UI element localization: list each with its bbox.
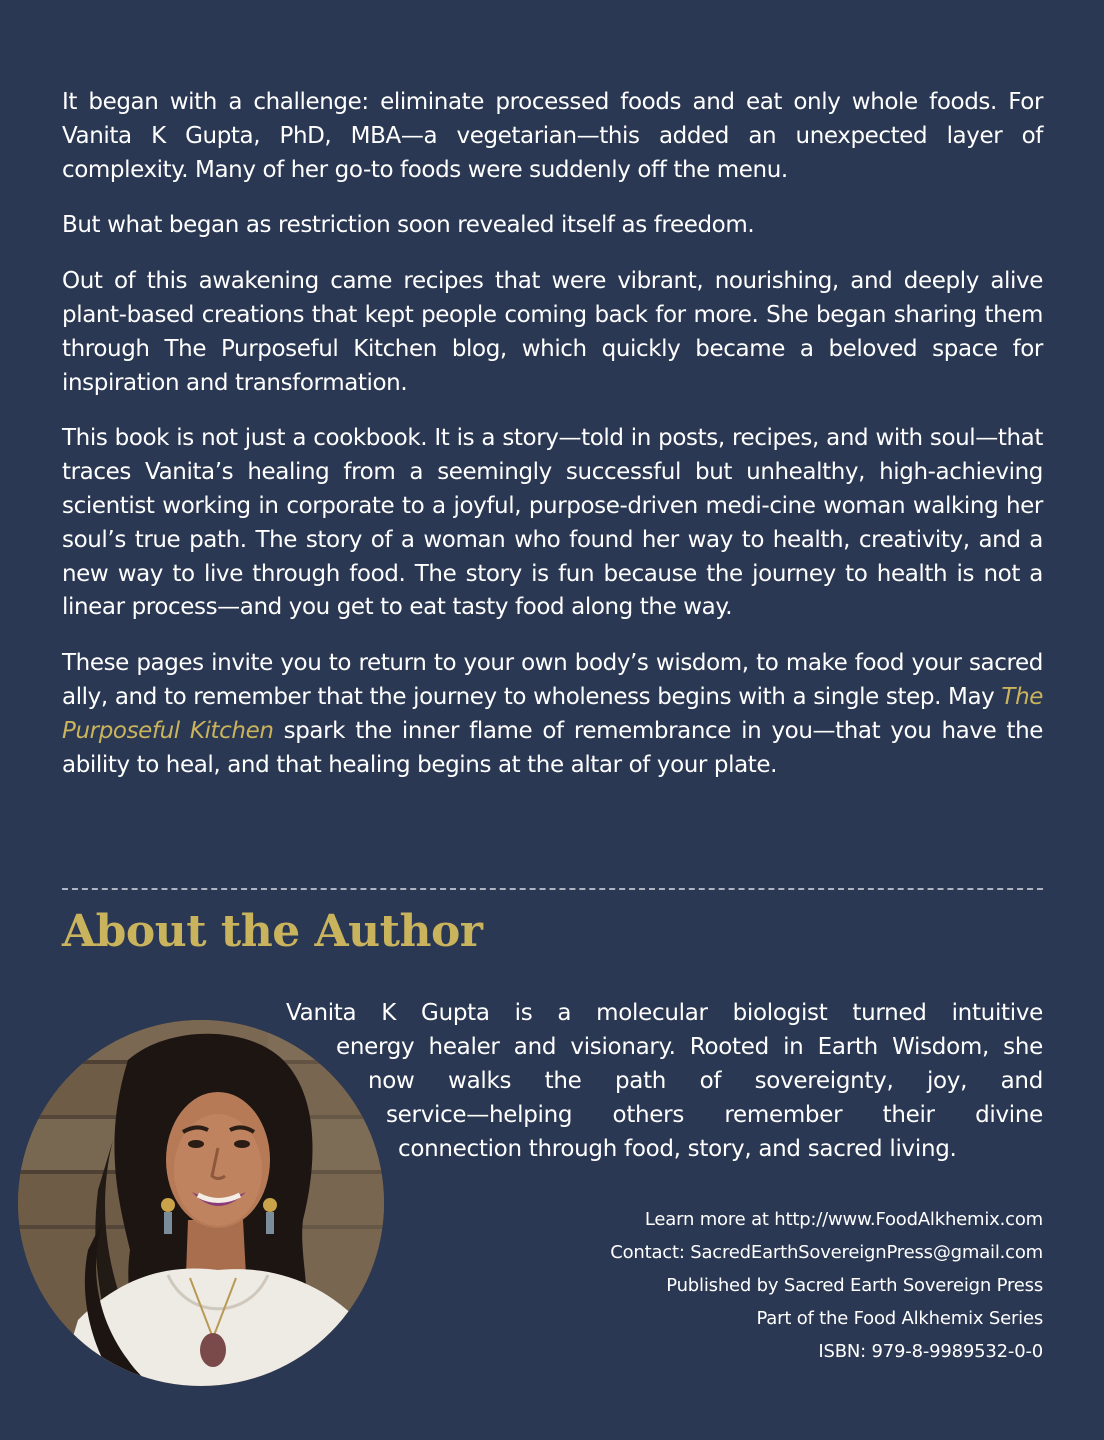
book-title-inline: The Purposeful Kitchen <box>62 683 1043 744</box>
series-line: Part of the Food Alkhemix Series <box>756 1308 1043 1329</box>
website-link: Learn more at http://www.FoodAlkhemix.com <box>644 1209 1043 1230</box>
blurb-paragraph-5-end: spark the inner flame of remembrance in you—that you have the ability to heal, and that healing begins at the altar of your plate. <box>62 717 1043 778</box>
bio-line: service—helping others remember their divine <box>386 1102 1043 1128</box>
publisher-line: Published by Sacred Earth Sovereign Press <box>666 1275 1043 1296</box>
blurb-paragraph-5-start: These pages invite you to return to your own body’s wisdom, to make food your sacred ally, and to remember that the journey to wholeness begins with a single step. May <box>62 650 1043 710</box>
bio-line: Vanita K Gupta is a molecular biologist turned intuitive <box>286 1000 1043 1026</box>
blurb-paragraph-5 <box>62 647 1043 782</box>
publication-credits <box>610 1203 1043 1368</box>
bio-line: now walks the path of sovereignty, joy, and <box>368 1068 1043 1094</box>
author-bio <box>286 996 1043 1166</box>
blurb-paragraph-4: This book is not just a cookbook. It is a story—told in posts, recipes, and with soul—that traces Vanita’s healing from a seemingly successful but unhealthy, high-achieving scientist working in corporate to a joyful, purpose-driven medi-cine woman walking her soul’s true path. The story of a woman who found her way to health, creativity, and a new way to live through food. The story is fun because the journey to health is not a linear process—and you get to eat tasty food along the way. <box>62 425 1043 621</box>
book-description <box>62 86 1043 804</box>
dashed-divider <box>62 888 1043 890</box>
blurb-paragraph-2: But what began as restriction soon revealed itself as freedom. <box>62 212 755 239</box>
blurb-paragraph-1: It began with a challenge: eliminate processed foods and eat only whole foods. For Vanita K Gupta, PhD, MBA—a vegetarian—this added an unexpected layer of complexity. Many of her go-to foods were suddenly off the menu. <box>62 89 1043 183</box>
contact-email: Contact: SacredEarthSovereignPress@gmail.com <box>610 1242 1043 1263</box>
bio-line: energy healer and visionary. Rooted in Earth Wisdom, she <box>336 1034 1043 1060</box>
blurb-paragraph-3: Out of this awakening came recipes that were vibrant, nourishing, and deeply alive plant-based creations that kept people coming back for more. She began sharing them through The Purposeful Kitchen blog, which quickly became a beloved space for inspiration and transformation. <box>62 268 1043 396</box>
bio-line: connection through food, story, and sacred living. <box>398 1136 957 1162</box>
isbn-line: ISBN: 979-8-9989532-0-0 <box>818 1341 1043 1362</box>
about-author-heading: About the Author <box>62 906 483 957</box>
